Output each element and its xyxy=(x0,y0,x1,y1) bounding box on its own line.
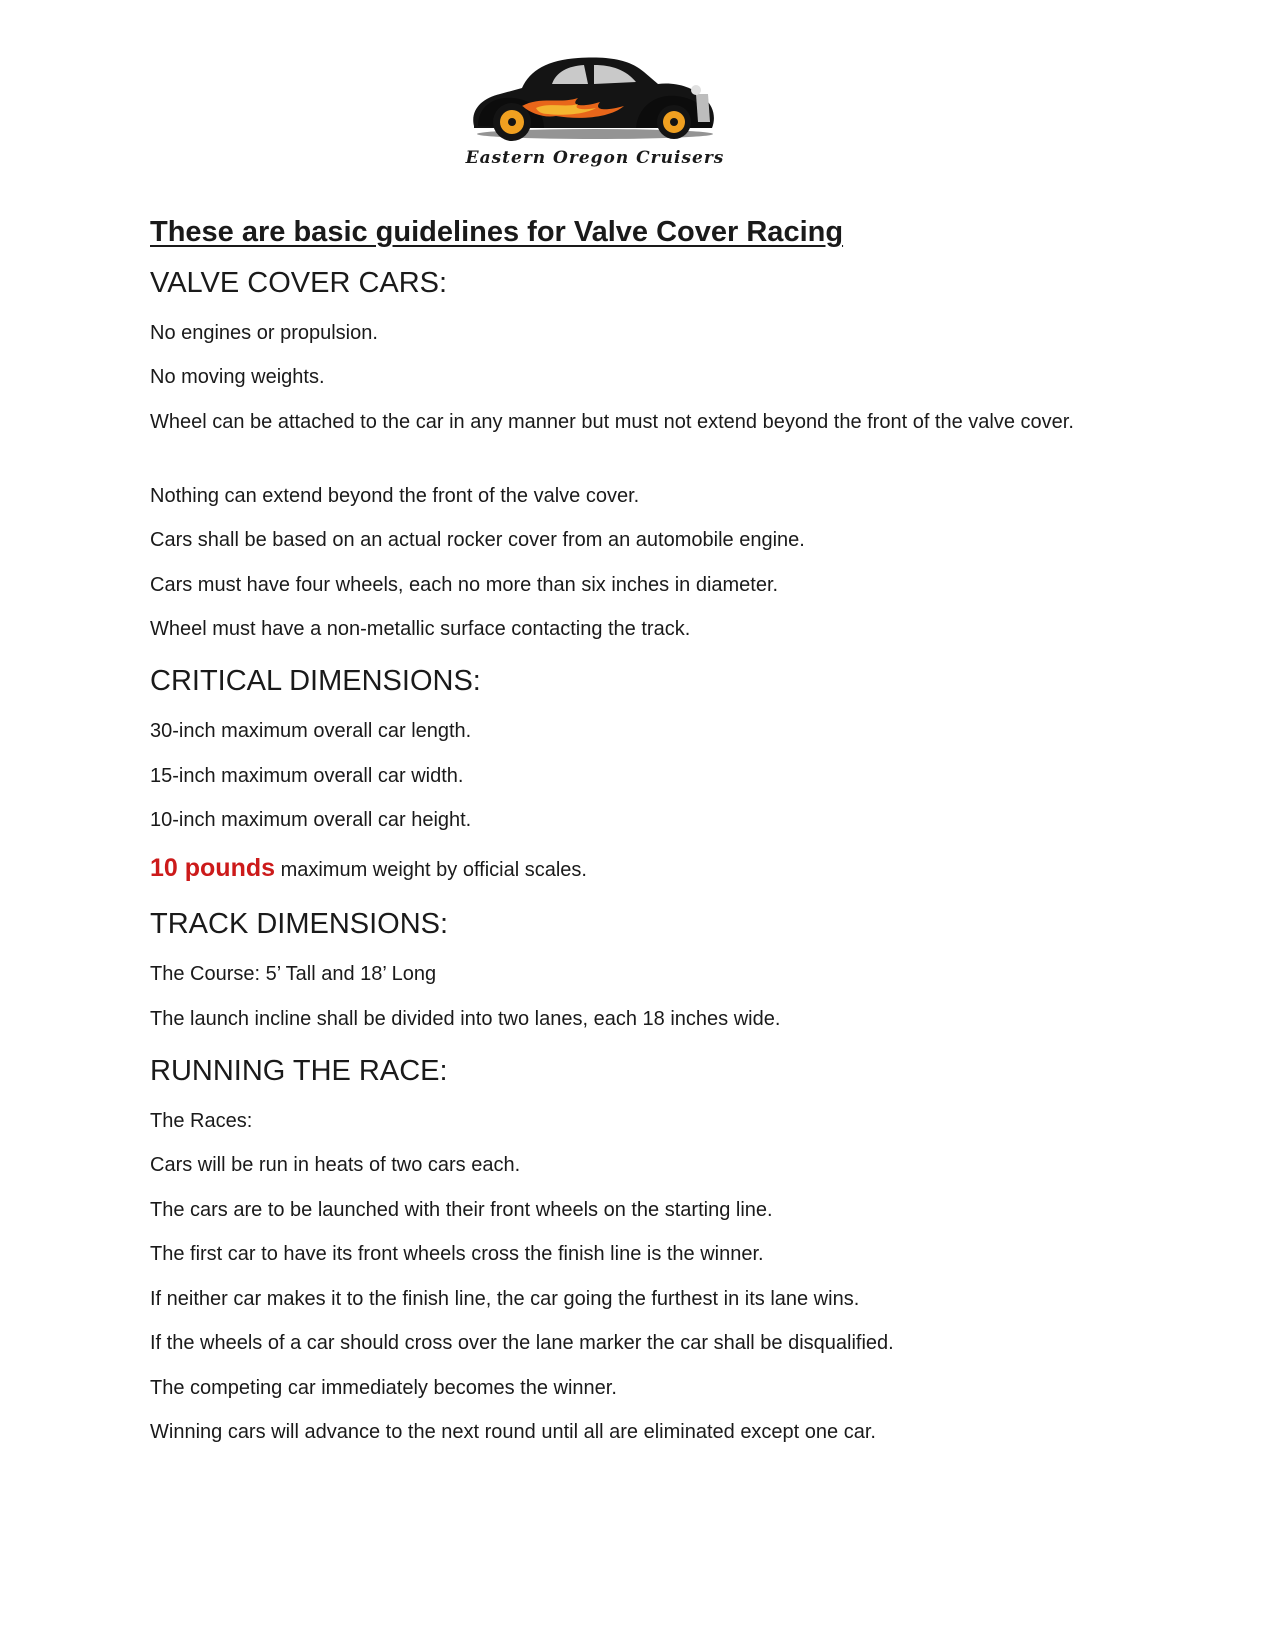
rule-item: If neither car makes it to the finish line, the car going the furthest in its lane wins. xyxy=(150,1288,860,1310)
hot-rod-car-icon xyxy=(460,48,730,143)
weight-rule-text: maximum weight by official scales. xyxy=(275,859,587,881)
rule-item: Wheel must have a non-metallic surface contacting the track. xyxy=(150,618,691,640)
rule-item: If the wheels of a car should cross over the lane marker the car shall be disqualified. xyxy=(150,1332,894,1354)
section-heading-valve-cover-cars: VALVE COVER CARS: xyxy=(150,267,448,299)
section-heading-critical-dimensions: CRITICAL DIMENSIONS: xyxy=(150,665,481,697)
rule-item: The launch incline shall be divided into two lanes, each 18 inches wide. xyxy=(150,1008,781,1030)
rule-item: The Course: 5’ Tall and 18’ Long xyxy=(150,963,437,985)
rule-item: Cars will be run in heats of two cars each. xyxy=(150,1154,521,1176)
rule-item: Winning cars will advance to the next round until all are eliminated except one car. xyxy=(150,1421,876,1443)
rule-item: The first car to have its front wheels cross the finish line is the winner. xyxy=(150,1243,764,1265)
page-title: These are basic guidelines for Valve Cover Racing xyxy=(150,216,844,248)
rule-item: 30-inch maximum overall car length. xyxy=(150,720,472,742)
rule-item: No moving weights. xyxy=(150,366,325,388)
rule-item: Cars must have four wheels, each no more than six inches in diameter. xyxy=(150,574,779,596)
rule-item: The cars are to be launched with their front wheels on the starting line. xyxy=(150,1199,773,1221)
rule-item: Nothing can extend beyond the front of the valve cover. xyxy=(150,485,640,507)
logo-text: Eastern Oregon Cruisers xyxy=(465,148,725,168)
rule-item: No engines or propulsion. xyxy=(150,322,378,344)
section-heading-running-the-race: RUNNING THE RACE: xyxy=(150,1055,448,1087)
rule-item: Cars shall be based on an actual rocker cover from an automobile engine. xyxy=(150,529,805,551)
rule-item: The Races: xyxy=(150,1110,253,1132)
rule-item: 10-inch maximum overall car height. xyxy=(150,809,472,831)
rule-item: The competing car immediately becomes the winner. xyxy=(150,1377,617,1399)
weight-rule xyxy=(150,853,1080,885)
rule-item: 15-inch maximum overall car width. xyxy=(150,765,464,787)
section-heading-track-dimensions: TRACK DIMENSIONS: xyxy=(150,908,449,940)
weight-highlight: 10 pounds xyxy=(150,854,276,882)
logo xyxy=(460,48,730,178)
rule-item: Wheel can be attached to the car in any manner but must not extend beyond the front of the valve cover. xyxy=(150,411,1074,433)
